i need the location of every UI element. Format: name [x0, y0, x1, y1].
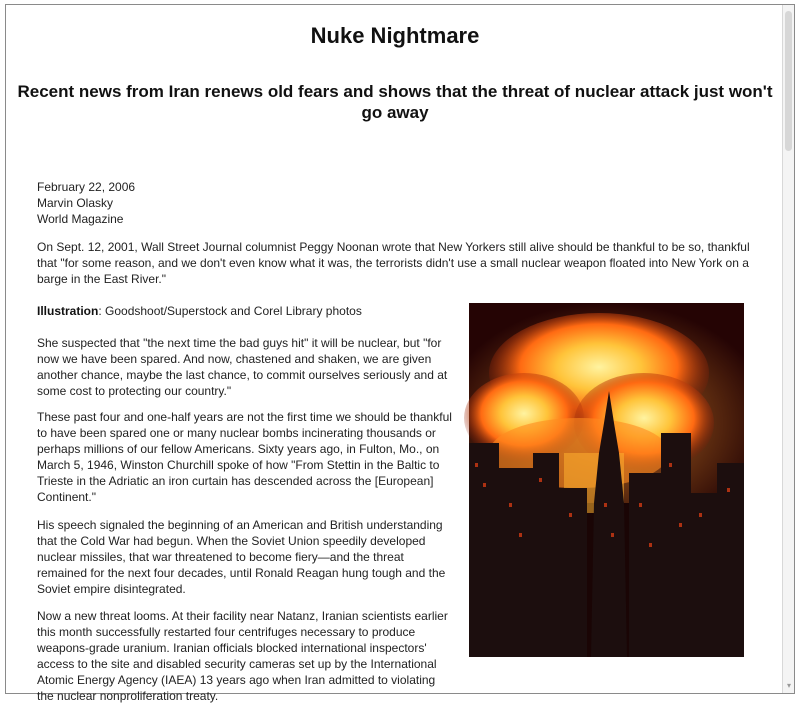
illustration-label: Illustration: [37, 304, 99, 318]
browser-content: [5, 4, 795, 703]
illustration-credit: : Goodshoot/Superstock and Corel Library photos: [98, 304, 362, 318]
paragraph-3: These past four and one-half years are not the first time we should be thankful to have been spared one or many nuclear bombs incinerating thousands or perhaps millions of our fellow Americans. Sixty years ago, in Fulton, Mo., on March 5, 1946, Winston Churchill spoke of how "From Stettin in the Baltic to Trieste in the Adriatic an iron curtain has descended across the [European] Continent.": [37, 410, 452, 504]
article-meta: [37, 179, 135, 227]
nuclear-explosion-photo: [469, 303, 744, 657]
page-title: Nuke Nightmare: [310, 23, 480, 48]
scroll-down-icon[interactable]: ▾: [786, 681, 791, 690]
paragraph-4: His speech signaled the beginning of an American and British understanding that the Cold War had begun. When the Soviet Union speedily developed nuclear missiles, that war threatened to become fiery—and the threat remained for the next four decades, until Ronald Reagan hung tough and the Soviet empire disintegrated.: [37, 518, 446, 596]
scrollbar-thumb[interactable]: [785, 11, 792, 151]
paragraph-5: Now a new threat looms. At their facility near Natanz, Iranian scientists earlier this month successfully restarted four centrifuges necessary to produce weapons-grade uranium. Iranian officials blocked international inspectors' access to the site and disabled security cameras set up by the International Atomic Energy Agency (IAEA) 13 years ago when Iran admitted to violating the nuclear nonproliferation treaty.: [37, 609, 448, 703]
vertical-scrollbar[interactable]: [782, 5, 794, 693]
paragraph-2: She suspected that "the next time the bad guys hit" it will be nuclear, but "for now we have been spared. And now, chastened and shaken, we are given another chance, maybe the last chance, to commit ourselves seriously and at some cost to protecting our country.": [37, 336, 448, 398]
article-date: February 22, 2006: [37, 180, 136, 194]
paragraph-intro: On Sept. 12, 2001, Wall Street Journal columnist Peggy Noonan wrote that New Yorkers still alive should be thankful to be so, thankful that "for some reason, and we don't even know what it was, the terrorists didn't use a small nuclear weapon floated into New York on a barge in the East River.": [37, 240, 750, 286]
article-author: Marvin Olasky: [37, 196, 114, 210]
nuclear-explosion-illustration: [469, 303, 744, 657]
article-source: World Magazine: [37, 212, 124, 226]
page-subtitle: Recent news from Iran renews old fears and shows that the threat of nuclear attack just won't go away: [17, 82, 773, 122]
